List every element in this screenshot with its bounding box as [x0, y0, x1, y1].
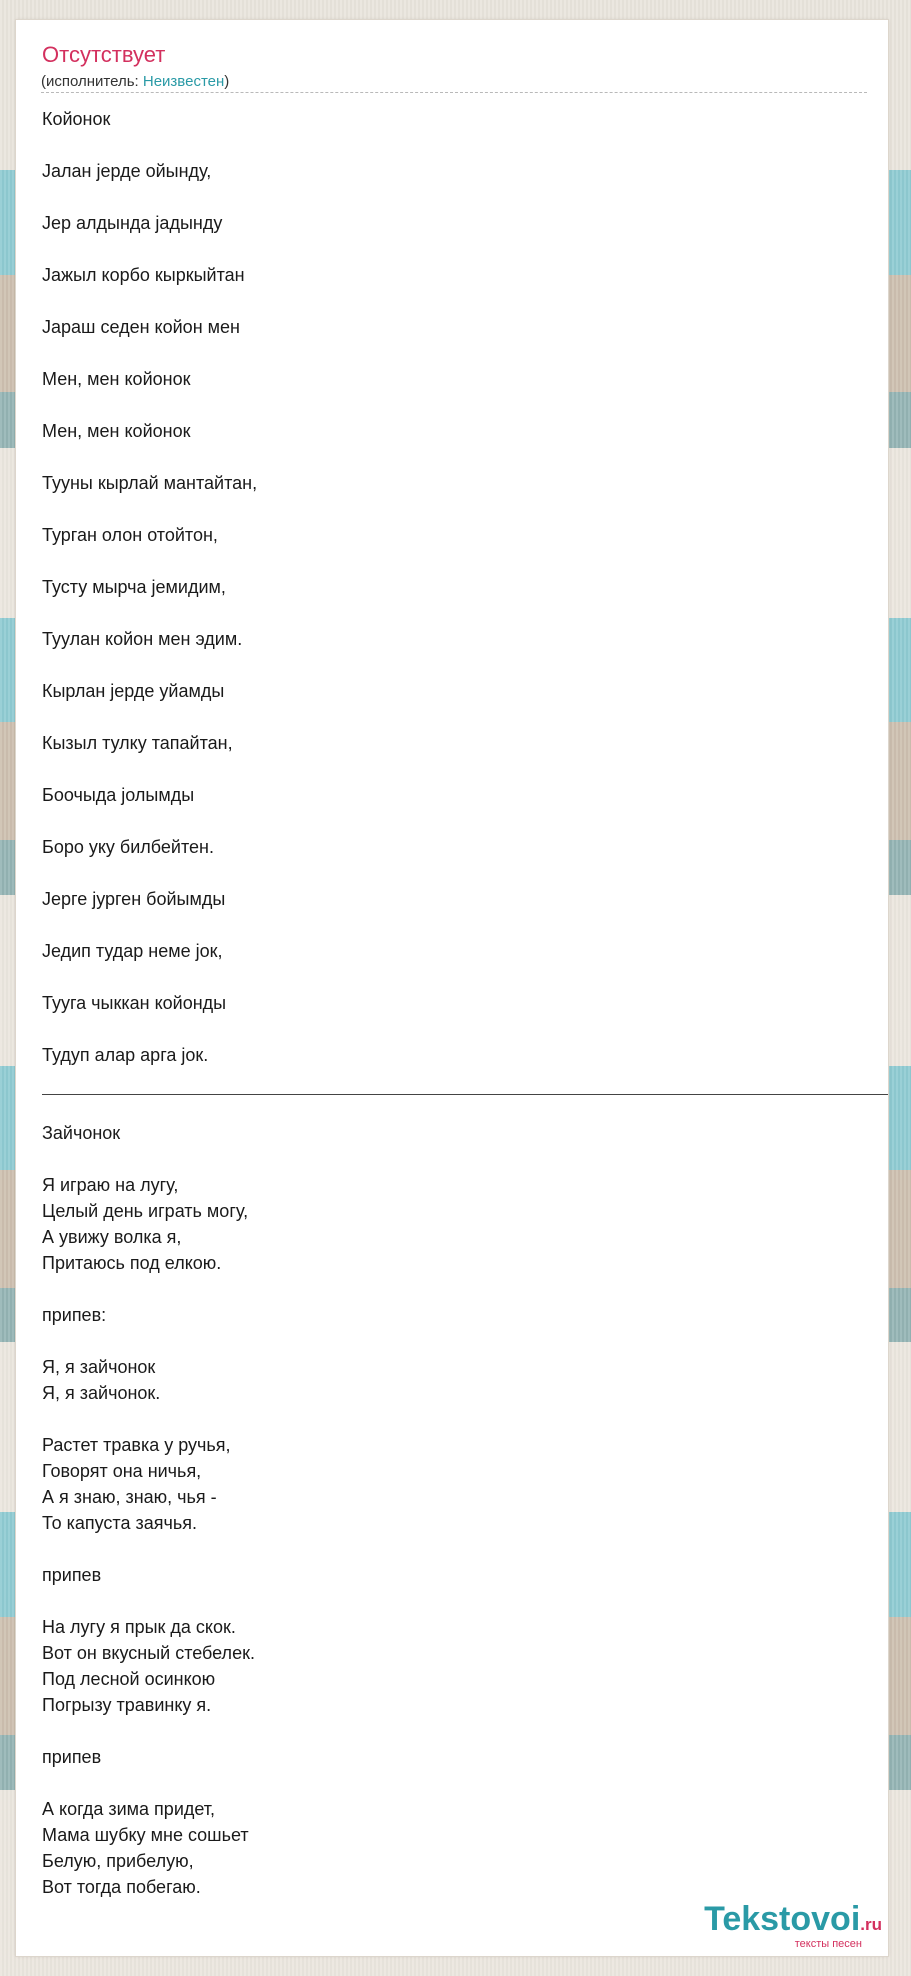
lyric-line: Погрызу травинку я. — [42, 1695, 212, 1715]
lyric-line: припев: — [42, 1305, 107, 1325]
blank-line — [42, 132, 882, 158]
lyric-line: Јер алдында јадынду — [42, 213, 223, 233]
blank-line — [42, 1718, 882, 1744]
lyric-line: Под лесной осинкою — [42, 1669, 216, 1689]
lyric-line: Целый день играть могу, — [42, 1201, 249, 1221]
blank-line — [42, 548, 882, 574]
blank-line — [42, 1146, 882, 1172]
artist-link[interactable]: Неизвестен — [142, 73, 225, 90]
blank-line — [42, 964, 882, 990]
site-logo[interactable] — [704, 1902, 882, 1950]
lyric-line: Тусту мырча јемидим, — [42, 577, 226, 597]
section-divider — [42, 1094, 888, 1095]
blank-line — [42, 600, 882, 626]
lyric-line: Турган олон отойтон, — [42, 525, 218, 545]
artist-suffix: ) — [224, 73, 230, 90]
blank-line — [42, 236, 882, 262]
logo-wordmark — [704, 1902, 882, 1942]
lyric-line: Вот он вкусный стебелек. — [42, 1643, 255, 1663]
lyric-line: То капуста заячья. — [42, 1513, 197, 1533]
lyric-line: Мама шубку мне сошьет — [42, 1825, 249, 1845]
lyric-line: Јалан јерде ойынду, — [42, 161, 212, 181]
blank-line — [42, 912, 882, 938]
blank-line — [42, 756, 882, 782]
lyrics-card — [16, 20, 888, 1956]
lyric-line: Растет травка у ручья, — [42, 1435, 231, 1455]
lyric-line: Я играю на лугу, — [42, 1175, 179, 1195]
blank-line — [42, 1536, 882, 1562]
artist-line — [41, 73, 229, 90]
lyric-line: Тудуп алар арга јок. — [42, 1045, 209, 1065]
lyrics-part-altai — [42, 106, 882, 1068]
lyric-line: Говорят она ничья, — [42, 1461, 202, 1481]
lyric-line: Мен, мен койонок — [42, 421, 191, 441]
blank-line — [42, 1328, 882, 1354]
lyrics-text — [42, 106, 882, 1900]
header-divider — [41, 92, 867, 93]
lyric-line: припев — [42, 1747, 102, 1767]
lyric-line: Боро уку билбейтен. — [42, 837, 214, 857]
blank-line — [42, 1016, 882, 1042]
logo-name: Tekstovoi — [704, 1900, 861, 1938]
lyrics-part-russian — [42, 1120, 882, 1900]
blank-line — [42, 1276, 882, 1302]
blank-line — [42, 496, 882, 522]
blank-line — [42, 808, 882, 834]
lyric-line: Јараш седен койон мен — [42, 317, 240, 337]
lyric-line: А я знаю, знаю, чья - — [42, 1487, 217, 1507]
logo-tagline: тексты песен — [794, 1938, 862, 1950]
lyric-line: Белую, прибелую, — [42, 1851, 194, 1871]
lyric-line: Койонок — [42, 109, 111, 129]
lyric-line: Зайчонок — [42, 1123, 121, 1143]
lyric-line: Тууны кырлай мантайтан, — [42, 473, 258, 493]
blank-line — [42, 444, 882, 470]
logo-tld: .ru — [860, 1915, 882, 1934]
lyric-line: Кырлан јерде уйамды — [42, 681, 225, 701]
lyric-line: Једип тудар неме јок, — [42, 941, 223, 961]
blank-line — [42, 652, 882, 678]
blank-line — [42, 288, 882, 314]
blank-line — [42, 1770, 882, 1796]
lyric-line: Я, я зайчонок. — [42, 1383, 161, 1403]
lyric-line: Боочыда јолымды — [42, 785, 195, 805]
lyric-line: Мен, мен койонок — [42, 369, 191, 389]
blank-line — [42, 860, 882, 886]
lyric-line: Я, я зайчонок — [42, 1357, 156, 1377]
lyric-line: А когда зима придет, — [42, 1799, 216, 1819]
blank-line — [42, 184, 882, 210]
lyric-line: Вот тогда побегаю. — [42, 1877, 201, 1897]
blank-line — [42, 340, 882, 366]
blank-line — [42, 1588, 882, 1614]
blank-line — [42, 704, 882, 730]
lyric-line: Јерге јурген бойымды — [42, 889, 226, 909]
lyric-line: А увижу волка я, — [42, 1227, 182, 1247]
song-title: Отсутствует — [42, 42, 166, 67]
lyric-line: На лугу я прык да скок. — [42, 1617, 236, 1637]
blank-line — [42, 392, 882, 418]
lyric-line: Тууга чыккан койонды — [42, 993, 227, 1013]
lyric-line: Туулан койон мен эдим. — [42, 629, 243, 649]
lyric-line: припев — [42, 1565, 102, 1585]
lyric-line: Кызыл тулку тапайтан, — [42, 733, 233, 753]
blank-line — [42, 1406, 882, 1432]
artist-prefix: (исполнитель: — [41, 73, 143, 90]
lyric-line: Јажыл корбо кыркыйтан — [42, 265, 245, 285]
lyric-line: Притаюсь под елкою. — [42, 1253, 222, 1273]
